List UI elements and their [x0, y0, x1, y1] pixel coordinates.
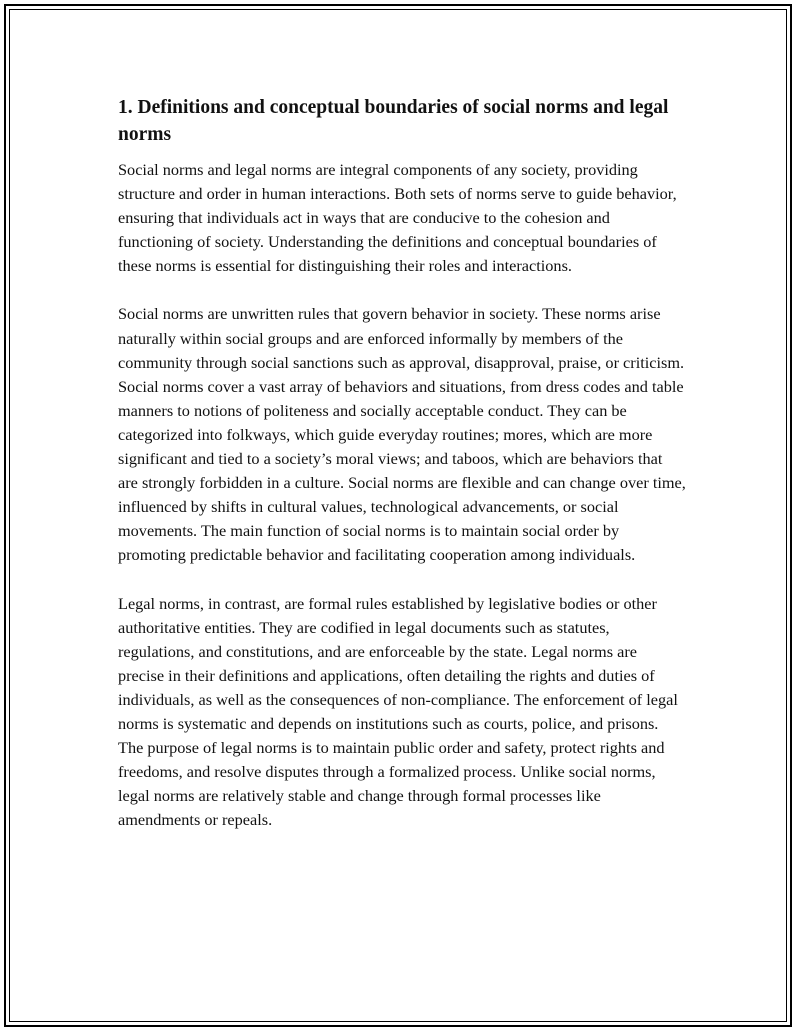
- paragraph-social-norms: Social norms are unwritten rules that govern behavior in society. These norms arise naturally within social groups and are enforced informally by members of the community through social sanctions such as approval, disapproval, praise, or criticism. Social norms cover a vast array of behaviors and situations, from dress codes and table manners to notions of politeness and socially acceptable conduct. They can be categorized into folkways, which guide everyday routines; mores, which are more significant and tied to a society’s moral views; and taboos, which are behaviors that are strongly forbidden in a culture. Social norms are flexible and can change over time, influenced by shifts in cultural values, technological advancements, or social movements. The main function of social norms is to maintain social order by promoting predictable behavior and facilitating cooperation among individuals.: [118, 304, 686, 565]
- document-body: [118, 94, 686, 856]
- paragraph-legal-norms: Legal norms, in contrast, are formal rules established by legislative bodies or other authoritative entities. They are codified in legal documents such as statutes, regulations, and constitutions, and are enforceable by the state. Legal norms are precise in their definitions and applications, often detailing the rights and duties of individuals, as well as the consequences of non-compliance. The enforcement of legal norms is systematic and depends on institutions such as courts, police, and prisons. The purpose of legal norms is to maintain public order and safety, protect rights and freedoms, and resolve disputes through a formalized process. Unlike social norms, legal norms are relatively stable and change through formal processes like amendments or repeals.: [118, 593, 678, 830]
- section-title: 1. Definitions and conceptual boundaries of social norms and legal norms: [118, 97, 669, 145]
- paragraph-intro: Social norms and legal norms are integral components of any society, providing structure and order in human interactions. Both sets of norms serve to guide behavior, ensuring that individuals act in ways that are conducive to the cohesion and functioning of society. Understanding the definitions and conceptual boundaries of these norms is essential for distinguishing their roles and interactions.: [118, 160, 677, 276]
